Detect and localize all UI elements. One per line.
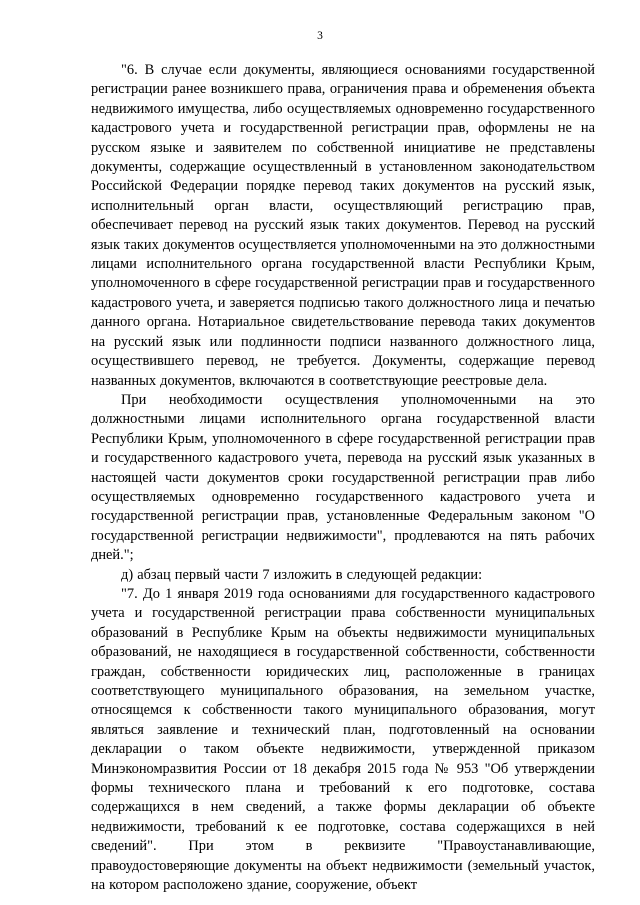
page-number: 3 <box>317 30 323 42</box>
paragraph-part-6-translation: "6. В случае если документы, являющиеся основаниями государственной регистрации ранее возникшего права, ограничения права и обременения объекта недвижимого имущества, либо осуществляемых одновременно государственного кадастрового учета и государственной регистрации прав, оформлены не на русском языке и заявителем по собственной инициативе не представлены документы, содержащие осуществленный в установленном законодательством Российской Федерации порядке перевод таких документов на русский язык, исполнительный орган власти, осуществляющий регистрацию прав, обеспечивает перевод на русский язык таких документов. Перевод на русский язык таких документов осуществляется уполномоченными на это должностными лицами исполнительного органа государственной власти Республики Крым, уполномоченного в сфере государственной регистрации прав и государственного кадастрового учета, и заверяется подписью такого должностного лица и печатью данного органа. Нотариальное свидетельствование перевода таких документов на русский язык или подлинности подписи названного должностного лица, осуществившего перевод, не требуется. Документы, содержащие перевод названных документов, включаются в соответствующие реестровые дела. <box>91 62 595 389</box>
paragraph-amendment-d: д) абзац первый части 7 изложить в следующей редакции: <box>121 566 483 583</box>
paragraph-translation-deadline: При необходимости осуществления уполномоченными на это должностными лицами исполнительного органа государственной власти Республики Крым, уполномоченного в сфере государственной регистрации прав и государственного кадастрового учета, перевода на русский язык указанных в настоящей части документов сроки государственной регистрации прав либо осуществляемых одновременно государственного кадастрового учета и государственной регистрации прав, установленные Федеральным законом "О государственной регистрации недвижимости", продлеваются на пять рабочих дней."; <box>91 391 595 564</box>
document-body <box>91 61 595 895</box>
paragraph-part-7-municipal: "7. До 1 января 2019 года основаниями для государственного кадастрового учета и государственной регистрации права собственности муниципальных образований в Республике Крым на объекты недвижимости муниципальных образований, не находящиеся в государственной собственности, собственности граждан, собственности юридических лиц, расположенные в границах соответствующего муниципального образования, на земельном участке, относящемся к собственности такого муниципального образования, могут являться заявление и технический план, подготовленный на основании декларации о таком объекте недвижимости, утвержденной приказом Минэкономразвития России от 18 декабря 2015 года № 953 "Об утверждении формы технического плана и требований к его подготовке, состава содержащихся в нем сведений, а также формы декларации об объекте недвижимости, требований к ее подготовке, состава содержащихся в ней сведений". При этом в реквизите "Правоустанавливающие, правоудостоверяющие документы на объект недвижимости (земельный участок, на котором расположено здание, сооружение, объект <box>91 585 595 894</box>
